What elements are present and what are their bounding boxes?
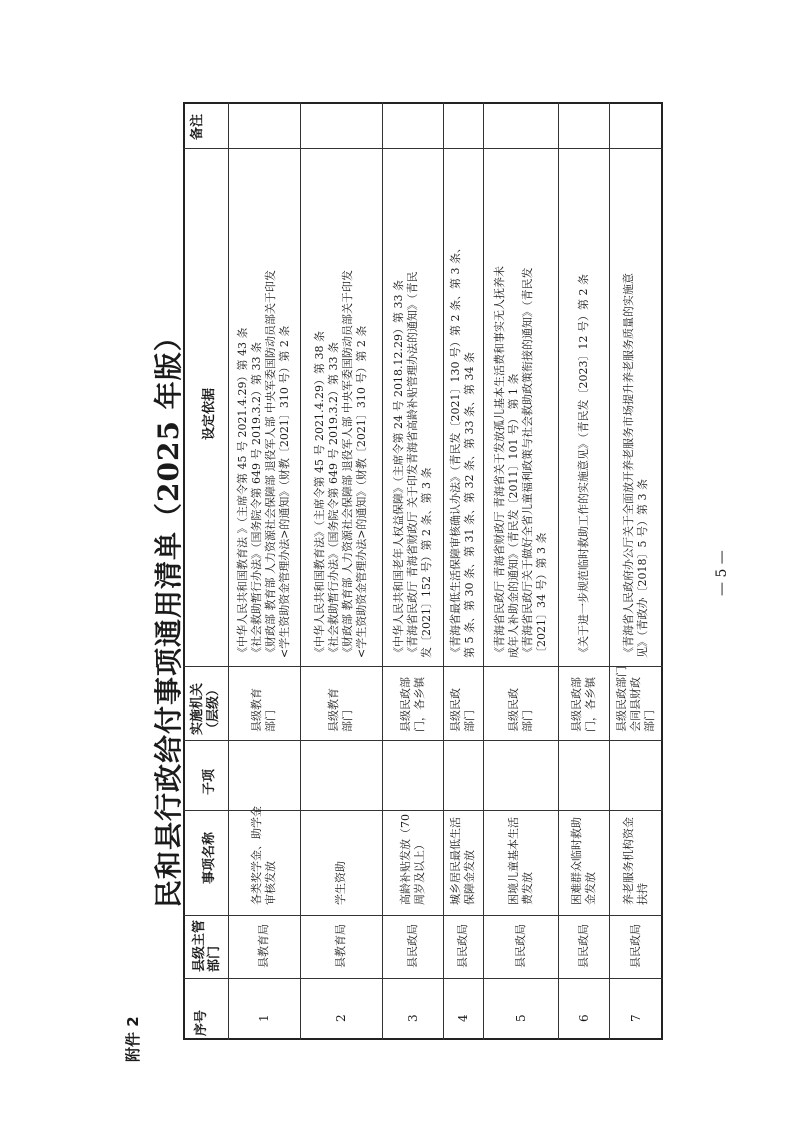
row-implementing-agency: 会同县财政 (629, 677, 642, 732)
row-legal-basis: 《财政部 教育部 人力资源社会保障部 退役军人部 中央军委国防动员部关于印发 (341, 270, 354, 658)
header-dept: 县级主管部门 (192, 919, 222, 972)
row-divider (609, 102, 610, 1040)
page-title: 民和县行政给付事项通用清单（2025 年版） (152, 322, 185, 908)
row-implementing-agency: 县级教育 (327, 688, 340, 732)
row-divider (483, 102, 484, 1040)
row-implementing-agency: 部门 (264, 710, 277, 732)
row-implementing-agency: 门，各乡镇 (583, 677, 597, 732)
row-implementing-agency: 县级民政部门 (615, 666, 628, 732)
row-legal-basis: 〔2021〕34 号）第 3 条 (534, 532, 548, 658)
header-seq: 序号 (194, 1009, 209, 1036)
row-divider (443, 102, 444, 1040)
row-dept: 县民政局 (405, 924, 419, 968)
row-legal-basis: 《青海省人民政府办公厅关于全面放开养老服务市场提升养老服务质量的实施意 (622, 273, 635, 658)
row-implementing-agency: 县级教育 (250, 688, 263, 732)
row-legal-basis: 成年人补助金的通知》（青民发〔2011〕101 号） 第 1 条 (506, 373, 520, 658)
row-legal-basis: 《关于进一步规范临时救助工作的实施意见》（青民发〔2023〕12 号）第 2 条 (576, 274, 590, 658)
row-item-name: 养老服务机构资金 (622, 817, 635, 905)
row-divider (382, 102, 383, 1040)
row-item-name: 审核发放 (264, 861, 277, 905)
row-seq: 1 (257, 1014, 271, 1022)
row-dept: 县民政局 (456, 924, 469, 968)
row-legal-basis: 发〔2021〕152 号）第 2 条、第 3 条 (419, 467, 433, 658)
row-implementing-agency: 县级民政部 (569, 677, 583, 732)
column-divider (183, 740, 663, 741)
header-name: 事项名称 (202, 831, 217, 884)
row-item-name: 保障金发放 (463, 850, 476, 905)
row-implementing-agency: 部门 (463, 710, 476, 732)
row-seq: 4 (456, 1014, 470, 1022)
header-note: 备注 (190, 113, 205, 140)
row-legal-basis: 《青海省民政厅 青海省财政厅 关于印发青海省高龄补贴管理办法的通知》（青民 (405, 271, 419, 658)
row-legal-basis: <学生资助资金管理办法>的通知》（财教〔2021〕310 号）第 2 条 (278, 325, 291, 658)
column-divider (183, 915, 663, 916)
header-sub: 子项 (202, 768, 217, 795)
row-item-name: 周岁及以上） (412, 839, 426, 905)
row-legal-basis: 《青海省最低生活保障审核确认办法》（青民发〔2021〕130 号）第 2 条、第 3 条、 (449, 242, 462, 658)
row-dept: 县教育局 (334, 924, 347, 968)
row-divider (228, 102, 229, 1040)
page-number: — 5 — (714, 550, 730, 596)
row-legal-basis: 《财政部 教育部 人力资源社会保障部 退役军人部 中央军委国防动员部关于印发 (264, 270, 277, 658)
row-item-name: 高龄补贴发放（70 (398, 814, 412, 905)
row-legal-basis: 《中华人民共和国教育法 》（主席令第 45 号 2021.4.29）第 43 条 (236, 327, 249, 658)
row-dept: 县民政局 (629, 924, 642, 968)
row-item-name: 扶持 (636, 883, 649, 905)
row-item-name: 困难群众临时救助 (569, 817, 583, 905)
row-seq: 6 (576, 1014, 591, 1022)
column-divider (183, 666, 663, 667)
row-implementing-agency: 部门 (341, 710, 354, 732)
row-item-name: 各类奖学金、助学金 (250, 806, 263, 905)
row-item-name: 困境儿童基本生活 (506, 817, 520, 905)
row-implementing-agency: 门，各乡镇 (412, 677, 426, 732)
row-divider (558, 102, 559, 1040)
row-seq: 2 (334, 1014, 348, 1022)
row-item-name: 费发放 (520, 872, 534, 905)
row-legal-basis: 《社会救助暂行办法》（国务院令第 649 号 2019.3.2）第 33 条 (327, 342, 340, 658)
row-legal-basis: 《中华人民共和国教育法》（主席令第 45 号 2021.4.29）第 38 条 (313, 331, 326, 658)
row-legal-basis: 《社会救助暂行办法》（国务院令第 649 号 2019.3.2）第 33 条 (250, 342, 263, 658)
row-implementing-agency: 县级民政部 (398, 677, 412, 732)
row-seq: 7 (629, 1014, 643, 1022)
column-divider (183, 978, 663, 979)
row-implementing-agency: 县级民政 (449, 688, 462, 732)
row-seq: 3 (405, 1014, 420, 1022)
row-item-name: 城乡居民最低生活 (449, 817, 462, 905)
row-item-name: 金发放 (583, 872, 597, 905)
header-impl: 实施机关（层级） (190, 682, 221, 735)
row-legal-basis: 第 5 条、第 30 条、第 31 条、第 32 条、第 33 条、第 34 条 (463, 352, 476, 658)
annex-label: 附件 2 (124, 1016, 142, 1062)
header-basis: 设定依据 (202, 387, 217, 440)
row-legal-basis: 见》（青政办〔2018〕5 号）第 3 条 (636, 479, 649, 658)
row-item-name: 学生资助 (334, 861, 347, 905)
row-implementing-agency: 部门 (643, 710, 656, 732)
row-legal-basis: <学生资助资金管理办法>的通知》（财教〔2021〕310 号）第 2 条 (355, 325, 368, 658)
row-legal-basis: 《中华人民共和国老年人权益保障》（主席令第 24 号 2018.12.29）第 33 条 (391, 280, 405, 658)
row-implementing-agency: 县级民政 (506, 688, 520, 732)
row-seq: 5 (513, 1014, 528, 1022)
row-dept: 县民政局 (513, 924, 527, 968)
row-legal-basis: 《青海省民政厅关于做好全省儿童福利政策与社会救助政策衔接的通知》（青民发 (520, 267, 534, 658)
row-divider (300, 102, 301, 1040)
row-dept: 县教育局 (257, 924, 270, 968)
row-dept: 县民政局 (576, 924, 590, 968)
row-legal-basis: 《青海省民政厅 青海省财政厅 青海省关于发放孤儿基本生活费和事实无人抚养未 (492, 266, 506, 658)
row-implementing-agency: 部门 (520, 710, 534, 732)
column-divider (183, 148, 663, 149)
